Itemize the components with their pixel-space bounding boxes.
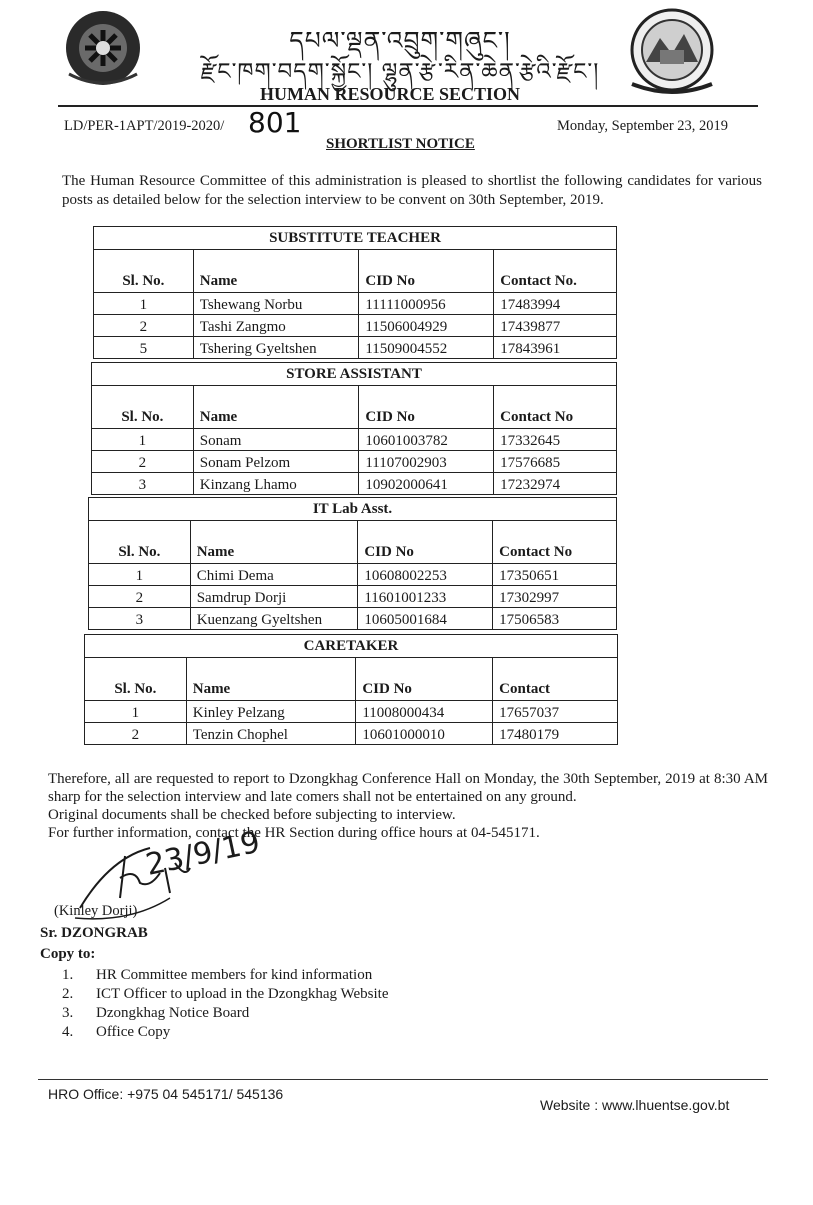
serial-number: 1 <box>92 429 194 451</box>
cid-number: 11509004552 <box>359 337 494 359</box>
contact-number: 17483994 <box>494 293 617 315</box>
substitute-teacher-table <box>93 226 617 359</box>
contact-number: 17332645 <box>494 429 617 451</box>
contact-number: 17302997 <box>493 586 617 608</box>
cid-number: 10608002253 <box>358 564 493 586</box>
contact-number: 17843961 <box>494 337 617 359</box>
website-link[interactable]: Website : www.lhuentse.gov.bt <box>540 1097 730 1113</box>
table-section-title: STORE ASSISTANT <box>92 363 617 386</box>
contact-number: 17657037 <box>493 701 618 723</box>
serial-number: 2 <box>89 586 191 608</box>
candidate-name: Kuenzang Gyeltshen <box>190 608 358 630</box>
list-number: 2. <box>62 986 74 1002</box>
serial-number: 1 <box>89 564 191 586</box>
candidate-name: Kinzang Lhamo <box>193 473 359 495</box>
copy-to-list <box>62 966 388 1042</box>
table-row <box>89 564 617 586</box>
list-item <box>62 966 388 985</box>
cid-number: 11008000434 <box>356 701 493 723</box>
list-number: 4. <box>62 1024 74 1040</box>
column-header: Name <box>186 658 356 701</box>
candidate-name: Tashi Zangmo <box>193 315 359 337</box>
reference-number: LD/PER-1APT/2019-2020/ <box>64 118 225 134</box>
column-header: Name <box>193 250 359 293</box>
list-number: 3. <box>62 1005 74 1021</box>
cid-number: 10601003782 <box>359 429 494 451</box>
column-header: CID No <box>356 658 493 701</box>
table-section-title: IT Lab Asst. <box>89 498 617 521</box>
royal-emblem-icon <box>55 8 151 94</box>
column-header: CID No <box>359 250 494 293</box>
signatory-title: Sr. DZONGRAB <box>40 925 148 941</box>
section-title: HUMAN RESOURCE SECTION <box>259 84 521 104</box>
handwritten-date: 23/9/19 <box>142 824 264 883</box>
list-item <box>62 1023 388 1042</box>
cid-number: 11111000956 <box>359 293 494 315</box>
table-row <box>94 315 617 337</box>
contact-number: 17576685 <box>494 451 617 473</box>
cid-number: 11601001233 <box>358 586 493 608</box>
table-row <box>92 429 617 451</box>
cid-number: 11506004929 <box>359 315 494 337</box>
candidate-name: Kinley Pelzang <box>186 701 356 723</box>
notice-title: SHORTLIST NOTICE <box>326 136 475 152</box>
closing-paragraph: For further information, contact the HR Section during office hours at 04-545171. <box>48 825 540 841</box>
candidate-name: Tshewang Norbu <box>193 293 359 315</box>
closing-text <box>48 770 768 842</box>
caretaker-table <box>84 634 618 745</box>
column-header: CID No <box>359 386 494 429</box>
closing-paragraph: Original documents shall be checked before subjecting to interview. <box>48 807 456 823</box>
column-header: CID No <box>358 521 493 564</box>
column-header: Sl. No. <box>94 250 194 293</box>
cid-number: 10605001684 <box>358 608 493 630</box>
candidate-name: Sonam Pelzom <box>193 451 359 473</box>
column-header: Contact No. <box>494 250 617 293</box>
list-text: Office Copy <box>96 1024 171 1040</box>
serial-number: 3 <box>92 473 194 495</box>
it-lab-assistant-table <box>88 497 617 630</box>
serial-number: 3 <box>89 608 191 630</box>
candidate-name: Samdrup Dorji <box>190 586 358 608</box>
candidate-name: Sonam <box>193 429 359 451</box>
serial-number: 2 <box>85 723 187 745</box>
column-header: Name <box>193 386 359 429</box>
table-row <box>92 451 617 473</box>
serial-number: 1 <box>85 701 187 723</box>
candidate-name: Tshering Gyeltshen <box>193 337 359 359</box>
contact-number: 17350651 <box>493 564 617 586</box>
column-header: Sl. No. <box>92 386 194 429</box>
dzongkha-title-2: རྫོང་ཁག་བདག་སྐྱོང་། ལྷུན་རྩེ་རིན་ཆེན་རྩེའི་རྫོང་། <box>200 59 600 85</box>
list-item <box>62 985 388 1004</box>
table-row <box>94 293 617 315</box>
serial-number: 5 <box>94 337 194 359</box>
dzongkhag-seal-icon <box>622 4 718 90</box>
signatory-name: (Kinley Dorji) <box>54 903 138 919</box>
column-header: Name <box>190 521 358 564</box>
column-header: Sl. No. <box>89 521 191 564</box>
candidate-name: Chimi Dema <box>190 564 358 586</box>
list-text: Dzongkhag Notice Board <box>96 1005 250 1021</box>
table-row <box>89 586 617 608</box>
contact-number: 17232974 <box>494 473 617 495</box>
copy-to-label: Copy to: <box>40 946 96 962</box>
table-section-title: CARETAKER <box>85 635 618 658</box>
closing-paragraph: Therefore, all are requested to report to Dzongkhag Conference Hall on Monday, the 30th September, 2019 at 8:30 AM sharp for the selection interview and late comers shall not be entertained on any ground. <box>48 771 768 805</box>
serial-number: 1 <box>94 293 194 315</box>
table-row <box>89 608 617 630</box>
column-header: Contact No <box>493 521 617 564</box>
intro-paragraph: The Human Resource Committee of this administration is pleased to shortlist the following candidates for various posts as detailed below for the selection interview to be convent on 30th September, 2019. <box>62 173 762 208</box>
column-header: Contact No <box>494 386 617 429</box>
list-item <box>62 1004 388 1023</box>
store-assistant-table <box>91 362 617 495</box>
list-number: 1. <box>62 967 74 983</box>
contact-number: 17506583 <box>493 608 617 630</box>
contact-number: 17439877 <box>494 315 617 337</box>
cid-number: 11107002903 <box>359 451 494 473</box>
serial-number: 2 <box>92 451 194 473</box>
serial-number: 2 <box>94 315 194 337</box>
column-header: Contact <box>493 658 618 701</box>
contact-number: 17480179 <box>493 723 618 745</box>
table-row <box>85 701 618 723</box>
footer-divider <box>38 1079 768 1080</box>
list-text: ICT Officer to upload in the Dzongkhag Website <box>96 986 389 1002</box>
cid-number: 10902000641 <box>359 473 494 495</box>
office-contact: HRO Office: +975 04 545171/ 545136 <box>48 1086 284 1102</box>
header-divider <box>58 105 758 107</box>
table-row <box>85 723 618 745</box>
list-text: HR Committee members for kind information <box>96 967 373 983</box>
table-row <box>92 473 617 495</box>
column-header: Sl. No. <box>85 658 187 701</box>
notice-date: Monday, September 23, 2019 <box>557 118 729 134</box>
table-section-title: SUBSTITUTE TEACHER <box>94 227 617 250</box>
cid-number: 10601000010 <box>356 723 493 745</box>
dzongkha-title-1: དཔལ་ལྡན་འབྲུག་གཞུང་། <box>289 26 511 55</box>
candidate-name: Tenzin Chophel <box>186 723 356 745</box>
handwritten-reference: 801 <box>248 106 302 139</box>
table-row <box>94 337 617 359</box>
